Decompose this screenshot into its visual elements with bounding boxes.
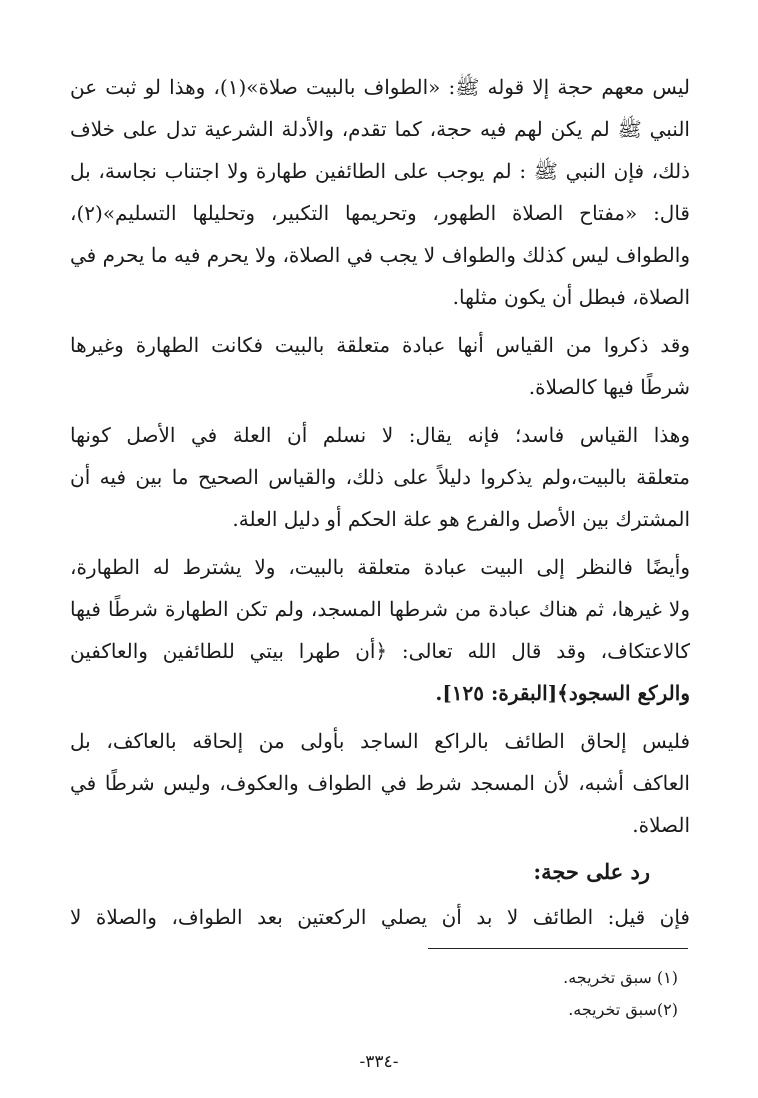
paragraph-2 bbox=[70, 324, 690, 408]
paragraph-4 bbox=[70, 546, 690, 714]
text-line: وقد ذكروا من القياس أنها عبادة متعلقة بالبيت فكانت الطهارة وغيرها bbox=[70, 333, 690, 357]
page-number: -٣٣٤- bbox=[359, 1052, 399, 1072]
text-line-quran: كالاعتكاف، وقد قال الله تعالى: ﴿أن طهرا بيتي للطائفين والعاكفين bbox=[70, 639, 690, 663]
text-line: ذلك، فإن النبي ﷺ : لم يوجب على الطائفين طهارة ولا اجتناب نجاسة، بل bbox=[70, 159, 690, 183]
text-line-quran: والركع السجود﴾[البقرة: ١٢٥]. bbox=[435, 681, 690, 705]
text-line: ليس معهم حجة إلا قوله ﷺ: «الطواف بالبيت صلاة»(١)، وهذا لو ثبت عن bbox=[70, 75, 690, 99]
footnote-2: (٢)سبق تخريجه. bbox=[568, 1000, 678, 1019]
text-line: النبي ﷺ لم يكن لهم فيه حجة، كما تقدم، والأدلة الشرعية تدل على خلاف bbox=[70, 117, 690, 141]
footnote-divider bbox=[428, 948, 688, 949]
text-line: متعلقة بالبيت،ولم يذكروا دليلاً على ذلك، والقياس الصحيح ما بين فيه أن bbox=[70, 465, 690, 489]
footnote-1: (١) سبق تخريجه. bbox=[563, 968, 678, 987]
paragraph-1 bbox=[70, 66, 690, 318]
paragraph-3 bbox=[70, 414, 690, 540]
text-line: ولا غيرها، ثم هناك عبادة من شرطها المسجد، ولم تكن الطهارة شرطًا فيها bbox=[70, 597, 690, 621]
text-line-hadith: قال: «مفتاح الصلاة الطهور، وتحريمها التكبير، وتحليلها التسليم»(٢)، bbox=[70, 201, 690, 225]
text-line: الصلاة، فبطل أن يكون مثلها. bbox=[452, 285, 690, 309]
text-line: العاكف أشبه، لأن المسجد شرط في الطواف والعكوف، وليس شرطًا في bbox=[70, 771, 690, 795]
page-body bbox=[70, 66, 690, 938]
section-heading: رد على حجة: bbox=[533, 859, 650, 884]
text-line: وأيضًا فالنظر إلى البيت عبادة متعلقة بالبيت، ولا يشترط له الطهارة، bbox=[70, 555, 690, 579]
text-line: وهذا القياس فاسد؛ فإنه يقال: لا نسلم أن العلة في الأصل كونها bbox=[70, 423, 690, 447]
text-line: المشترك بين الأصل والفرع هو علة الحكم أو دليل العلة. bbox=[232, 507, 690, 531]
text-line: شرطًا فيها كالصلاة. bbox=[528, 375, 690, 399]
paragraph-5 bbox=[70, 720, 690, 846]
text-line: والطواف ليس كذلك والطواف لا يجب في الصلاة، ولا يحرم فيه ما يحرم في bbox=[70, 243, 690, 267]
text-line: فليس إلحاق الطائف بالراكع الساجد بأولى من إلحاقه بالعاكف، بل bbox=[70, 729, 690, 753]
text-line: فإن قيل: الطائف لا بد أن يصلي الركعتين بعد الطواف، والصلاة لا bbox=[70, 905, 690, 929]
text-line: الصلاة. bbox=[632, 813, 690, 837]
footnotes bbox=[563, 962, 678, 1026]
